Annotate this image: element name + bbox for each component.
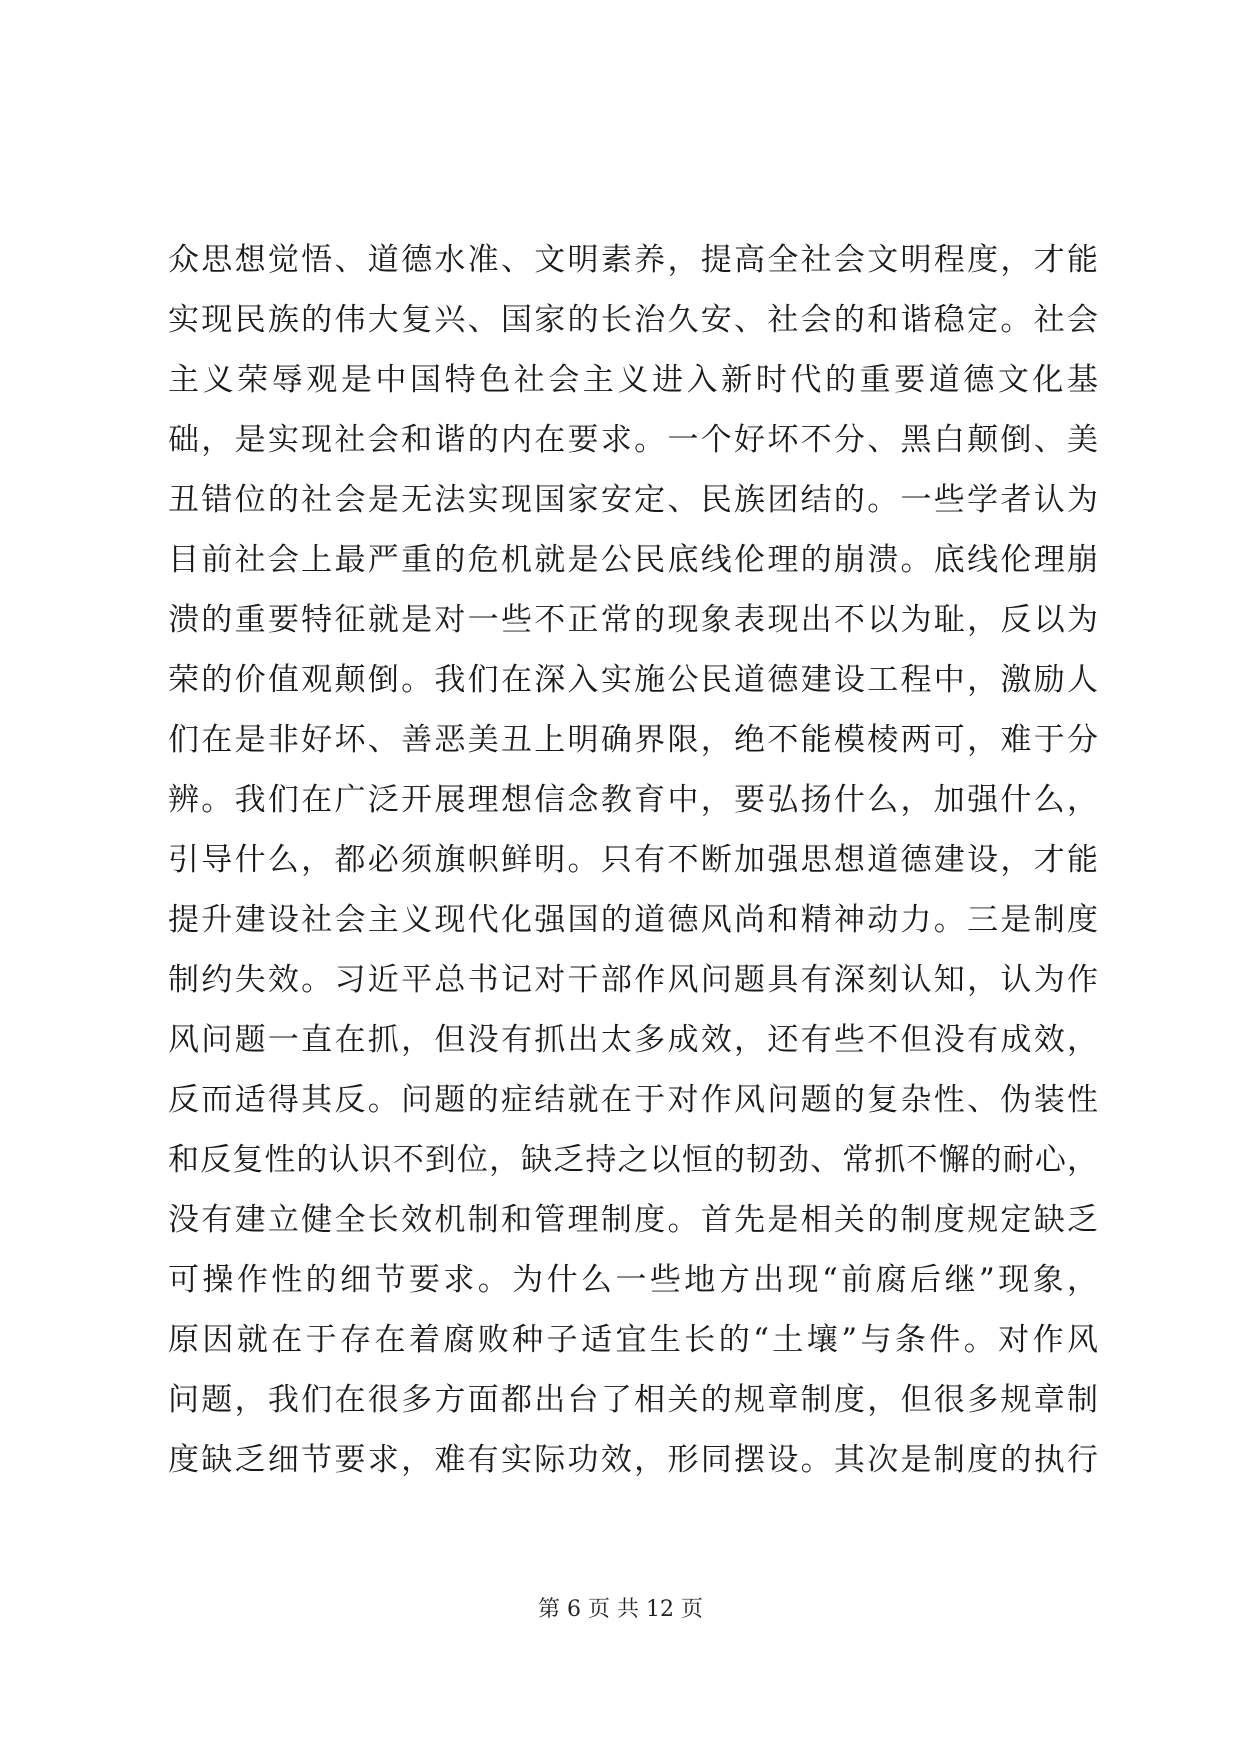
text-line: 础，是实现社会和谐的内在要求。一个好坏不分、黑白颠倒、美 <box>168 422 1098 458</box>
text-line: 可操作性的细节要求。为什么一些地方出现“前腐后继”现象， <box>168 1262 1098 1298</box>
text-line: 丑错位的社会是无法实现国家安定、民族团结的。一些学者认为 <box>168 482 1098 518</box>
text-line: 没有建立健全长效机制和管理制度。首先是相关的制度规定缺乏 <box>168 1202 1098 1238</box>
text-line: 辨。我们在广泛开展理想信念教育中，要弘扬什么，加强什么， <box>168 782 1098 818</box>
text-line: 们在是非好坏、善恶美丑上明确界限，绝不能模棱两可，难于分 <box>168 722 1098 758</box>
text-line: 荣的价值观颠倒。我们在深入实施公民道德建设工程中，激励人 <box>168 662 1098 698</box>
text-line: 提升建设社会主义现代化强国的道德风尚和精神动力。三是制度 <box>168 902 1098 938</box>
text-line: 反而适得其反。问题的症结就在于对作风问题的复杂性、伪装性 <box>168 1082 1098 1118</box>
text-line: 引导什么，都必须旗帜鲜明。只有不断加强思想道德建设，才能 <box>168 842 1098 878</box>
text-line: 溃的重要特征就是对一些不正常的现象表现出不以为耻，反以为 <box>168 602 1098 638</box>
text-line: 原因就在于存在着腐败种子适宜生长的“土壤”与条件。对作风 <box>168 1322 1098 1358</box>
text-line: 风问题一直在抓，但没有抓出太多成效，还有些不但没有成效， <box>168 1022 1098 1058</box>
text-line: 制约失效。习近平总书记对干部作风问题具有深刻认知，认为作 <box>168 962 1098 998</box>
body-text <box>168 230 1098 1490</box>
text-line: 目前社会上最严重的危机就是公民底线伦理的崩溃。底线伦理崩 <box>168 542 1098 578</box>
page-footer <box>0 1595 1241 1625</box>
page-number: 第 6 页 共 12 页 <box>538 1597 703 1622</box>
text-line: 度缺乏细节要求，难有实际功效，形同摆设。其次是制度的执行 <box>168 1442 1098 1478</box>
text-line: 问题，我们在很多方面都出台了相关的规章制度，但很多规章制 <box>168 1382 1098 1418</box>
text-line: 众思想觉悟、道德水准、文明素养，提高全社会文明程度，才能 <box>168 242 1098 278</box>
text-line: 实现民族的伟大复兴、国家的长治久安、社会的和谐稳定。社会 <box>168 302 1098 338</box>
text-line: 主义荣辱观是中国特色社会主义进入新时代的重要道德文化基 <box>168 362 1098 398</box>
text-line: 和反复性的认识不到位，缺乏持之以恒的韧劲、常抓不懈的耐心， <box>168 1142 1098 1178</box>
